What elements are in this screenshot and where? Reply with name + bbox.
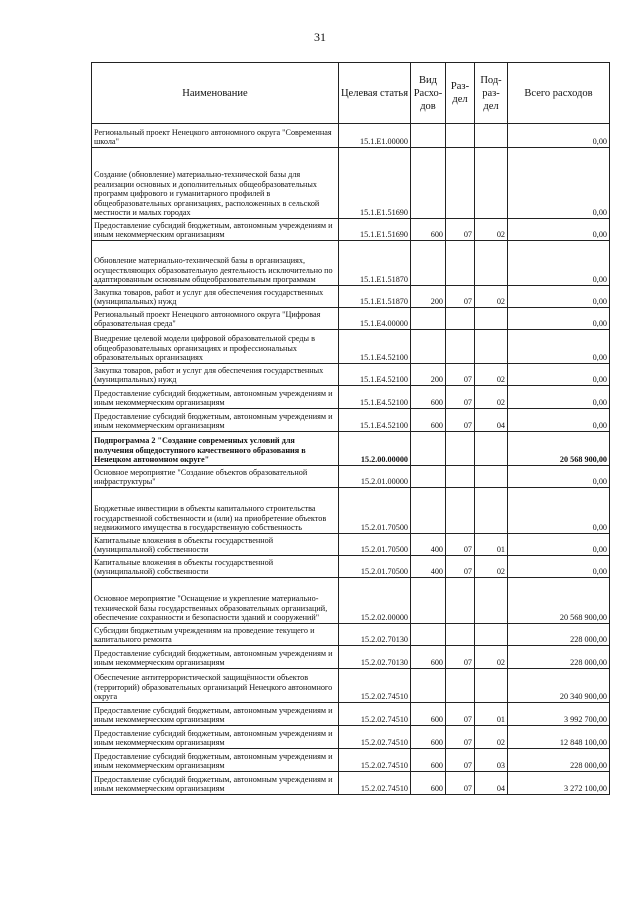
- row-expense-type: 600: [411, 726, 446, 749]
- row-section: [446, 148, 475, 219]
- row-section: [446, 241, 475, 286]
- header-article: Целевая статья: [339, 63, 411, 124]
- row-section: 07: [446, 219, 475, 241]
- row-subsection: 02: [475, 646, 508, 669]
- row-name: Закупка товаров, работ и услуг для обеспечения государственных (муниципальных) нужд: [92, 364, 339, 386]
- row-section: [446, 466, 475, 488]
- row-section: 07: [446, 726, 475, 749]
- table-row: [92, 703, 610, 726]
- row-name: Закупка товаров, работ и услуг для обеспечения государственных (муниципальных) нужд: [92, 286, 339, 308]
- row-section: 07: [446, 703, 475, 726]
- table-body: [92, 124, 610, 795]
- row-subsection: 03: [475, 749, 508, 772]
- row-target-article: 15.2.01.00000: [339, 466, 411, 488]
- row-name: Предоставление субсидий бюджетным, автономным учреждениям и иным некоммерческим организациям: [92, 749, 339, 772]
- row-total: 0,00: [508, 286, 610, 308]
- header-expense-type: Вид Расхо- дов: [411, 63, 446, 124]
- table-row: [92, 432, 610, 466]
- row-section: 07: [446, 646, 475, 669]
- row-expense-type: [411, 148, 446, 219]
- table-row: [92, 364, 610, 386]
- row-target-article: 15.1.E4.52100: [339, 330, 411, 364]
- row-total: 20 568 900,00: [508, 578, 610, 624]
- row-name: Подпрограмма 2 "Создание современных условий для получения общедоступного качественного образования в Ненецком автономном округе": [92, 432, 339, 466]
- row-name: Региональный проект Ненецкого автономного округа "Современная школа": [92, 124, 339, 148]
- row-total: 0,00: [508, 241, 610, 286]
- row-target-article: 15.1.E1.51870: [339, 241, 411, 286]
- row-section: 07: [446, 749, 475, 772]
- table-row: [92, 646, 610, 669]
- row-target-article: 15.2.01.70500: [339, 556, 411, 578]
- row-expense-type: [411, 624, 446, 646]
- row-target-article: 15.2.02.74510: [339, 669, 411, 703]
- row-target-article: 15.2.01.70500: [339, 488, 411, 534]
- row-name: Предоставление субсидий бюджетным, автономным учреждениям и иным некоммерческим организациям: [92, 219, 339, 241]
- row-name: Предоставление субсидий бюджетным, автономным учреждениям и иным некоммерческим организациям: [92, 703, 339, 726]
- row-expense-type: [411, 488, 446, 534]
- row-name: Основное мероприятие "Оснащение и укрепление материально-технической базы государственных образовательных организаций, обеспечение сохранности и безопасности зданий и сооружений": [92, 578, 339, 624]
- header-total: Всего расходов: [508, 63, 610, 124]
- row-name: Предоставление субсидий бюджетным, автономным учреждениям и иным некоммерческим организациям: [92, 409, 339, 432]
- row-total: 12 848 100,00: [508, 726, 610, 749]
- row-name: Предоставление субсидий бюджетным, автономным учреждениям и иным некоммерческим организациям: [92, 772, 339, 795]
- row-subsection: [475, 432, 508, 466]
- row-total: 0,00: [508, 219, 610, 241]
- row-subsection: [475, 578, 508, 624]
- row-total: 0,00: [508, 364, 610, 386]
- table-row: [92, 556, 610, 578]
- row-total: 0,00: [508, 409, 610, 432]
- row-section: [446, 432, 475, 466]
- table-row: [92, 669, 610, 703]
- row-section: [446, 308, 475, 330]
- row-target-article: 15.1.E4.52100: [339, 409, 411, 432]
- row-expense-type: [411, 308, 446, 330]
- row-total: 0,00: [508, 330, 610, 364]
- row-subsection: 04: [475, 409, 508, 432]
- table-row: [92, 124, 610, 148]
- row-expense-type: 600: [411, 219, 446, 241]
- row-expense-type: 600: [411, 703, 446, 726]
- row-section: 07: [446, 772, 475, 795]
- row-name: Предоставление субсидий бюджетным, автономным учреждениям и иным некоммерческим организациям: [92, 726, 339, 749]
- row-target-article: 15.2.02.74510: [339, 703, 411, 726]
- row-subsection: [475, 148, 508, 219]
- page-number: 31: [314, 30, 326, 44]
- row-subsection: [475, 488, 508, 534]
- row-target-article: 15.1.E1.00000: [339, 124, 411, 148]
- row-subsection: [475, 466, 508, 488]
- header-name: Наименование: [92, 63, 339, 124]
- row-expense-type: 200: [411, 364, 446, 386]
- row-section: [446, 669, 475, 703]
- row-target-article: 15.1.E1.51690: [339, 219, 411, 241]
- table-row: [92, 772, 610, 795]
- row-section: [446, 578, 475, 624]
- row-expense-type: [411, 669, 446, 703]
- table-row: [92, 624, 610, 646]
- table-row: [92, 286, 610, 308]
- table-row: [92, 386, 610, 409]
- row-expense-type: [411, 578, 446, 624]
- row-subsection: 02: [475, 386, 508, 409]
- table-row: [92, 534, 610, 556]
- row-subsection: 04: [475, 772, 508, 795]
- table-row: [92, 241, 610, 286]
- table-row: [92, 409, 610, 432]
- row-expense-type: [411, 241, 446, 286]
- row-total: 20 340 900,00: [508, 669, 610, 703]
- row-target-article: 15.1.E1.51870: [339, 286, 411, 308]
- row-total: 20 568 900,00: [508, 432, 610, 466]
- row-target-article: 15.2.02.70130: [339, 624, 411, 646]
- row-expense-type: [411, 124, 446, 148]
- table-row: [92, 466, 610, 488]
- row-section: 07: [446, 556, 475, 578]
- row-section: 07: [446, 534, 475, 556]
- row-expense-type: [411, 432, 446, 466]
- row-section: [446, 624, 475, 646]
- row-name: Внедрение целевой модели цифровой образовательной среды в общеобразовательных организациях и профессиональных образовательных организациях: [92, 330, 339, 364]
- row-expense-type: 200: [411, 286, 446, 308]
- row-name: Капитальные вложения в объекты государственной (муниципальной) собственности: [92, 534, 339, 556]
- row-target-article: 15.2.02.74510: [339, 772, 411, 795]
- row-expense-type: 600: [411, 386, 446, 409]
- table-row: [92, 749, 610, 772]
- row-section: [446, 488, 475, 534]
- row-total: 0,00: [508, 488, 610, 534]
- row-name: Обновление материально-технической базы в организациях, осуществляющих образовательную деятельность исключительно по адаптированным основным общеобразовательным программам: [92, 241, 339, 286]
- row-subsection: 02: [475, 726, 508, 749]
- row-subsection: [475, 330, 508, 364]
- row-target-article: 15.1.E4.00000: [339, 308, 411, 330]
- row-total: 0,00: [508, 386, 610, 409]
- row-name: Обеспечение антитеррористической защищённости объектов (территорий) образовательных организаций Ненецкого автономного округа: [92, 669, 339, 703]
- row-total: 3 992 700,00: [508, 703, 610, 726]
- table-row: [92, 148, 610, 219]
- row-subsection: 01: [475, 703, 508, 726]
- row-section: 07: [446, 409, 475, 432]
- row-section: [446, 124, 475, 148]
- row-total: 0,00: [508, 534, 610, 556]
- row-total: 0,00: [508, 148, 610, 219]
- row-total: 0,00: [508, 124, 610, 148]
- row-expense-type: 600: [411, 772, 446, 795]
- row-section: [446, 330, 475, 364]
- row-target-article: 15.2.02.00000: [339, 578, 411, 624]
- budget-table: [91, 62, 610, 795]
- table-row: [92, 308, 610, 330]
- row-total: 3 272 100,00: [508, 772, 610, 795]
- row-expense-type: 600: [411, 749, 446, 772]
- row-subsection: [475, 308, 508, 330]
- row-target-article: 15.2.01.70500: [339, 534, 411, 556]
- row-name: Основное мероприятие "Создание объектов образовательной инфраструктуры": [92, 466, 339, 488]
- row-expense-type: 600: [411, 409, 446, 432]
- row-total: 0,00: [508, 308, 610, 330]
- row-subsection: [475, 669, 508, 703]
- row-subsection: 02: [475, 286, 508, 308]
- header-subsection: Под- раз- дел: [475, 63, 508, 124]
- row-subsection: 02: [475, 556, 508, 578]
- row-section: 07: [446, 386, 475, 409]
- row-name: Капитальные вложения в объекты государственной (муниципальной) собственности: [92, 556, 339, 578]
- row-name: Предоставление субсидий бюджетным, автономным учреждениям и иным некоммерческим организациям: [92, 386, 339, 409]
- row-target-article: 15.2.02.74510: [339, 726, 411, 749]
- row-expense-type: [411, 466, 446, 488]
- row-total: 0,00: [508, 556, 610, 578]
- row-subsection: [475, 624, 508, 646]
- row-target-article: 15.1.E1.51690: [339, 148, 411, 219]
- row-name: Предоставление субсидий бюджетным, автономным учреждениям и иным некоммерческим организациям: [92, 646, 339, 669]
- row-subsection: [475, 241, 508, 286]
- row-total: 228 000,00: [508, 749, 610, 772]
- table-row: [92, 219, 610, 241]
- row-subsection: 02: [475, 219, 508, 241]
- table-header-row: [92, 63, 610, 124]
- row-section: 07: [446, 364, 475, 386]
- row-name: Создание (обновление) материально-технической базы для реализации основных и дополнительных общеобразовательных программ цифрового и гуманитарного профилей в общеобразовательных организациях, расположенных в сельской местности и малых городах: [92, 148, 339, 219]
- table-row: [92, 488, 610, 534]
- header-section: Раз- дел: [446, 63, 475, 124]
- row-target-article: 15.2.00.00000: [339, 432, 411, 466]
- row-total: 228 000,00: [508, 646, 610, 669]
- row-target-article: 15.1.E4.52100: [339, 364, 411, 386]
- row-target-article: 15.1.E4.52100: [339, 386, 411, 409]
- row-total: 228 000,00: [508, 624, 610, 646]
- table-row: [92, 330, 610, 364]
- row-name: Бюджетные инвестиции в объекты капитального строительства государственной собственности и (или) на приобретение объектов недвижимого имущества в государственную собственность: [92, 488, 339, 534]
- row-target-article: 15.2.02.74510: [339, 749, 411, 772]
- row-expense-type: 400: [411, 556, 446, 578]
- row-subsection: [475, 124, 508, 148]
- row-expense-type: [411, 330, 446, 364]
- table-row: [92, 726, 610, 749]
- row-name: Субсидии бюджетным учреждениям на проведение текущего и капитального ремонта: [92, 624, 339, 646]
- row-expense-type: 400: [411, 534, 446, 556]
- row-subsection: 01: [475, 534, 508, 556]
- row-name: Региональный проект Ненецкого автономного округа "Цифровая образовательная среда": [92, 308, 339, 330]
- row-target-article: 15.2.02.70130: [339, 646, 411, 669]
- row-total: 0,00: [508, 466, 610, 488]
- row-subsection: 02: [475, 364, 508, 386]
- row-expense-type: 600: [411, 646, 446, 669]
- row-section: 07: [446, 286, 475, 308]
- table-row: [92, 578, 610, 624]
